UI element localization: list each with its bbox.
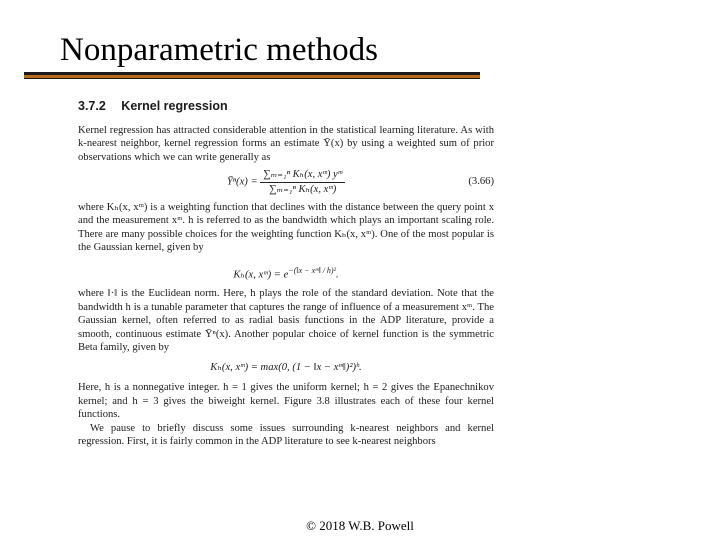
paragraph-bandwidth: where ‖·‖ is the Euclidean norm. Here, h plays the role of the standard deviation. Note that the bandwidth h is a tunable parameter that captures the range of influence of a measurement xᵐ. The Gaussian kernel, often referred to as radial basis functions in the ADP literature, provide a smooth, continuous estimate Ȳⁿ(x). Another popular choice of kernel function is the symmetric Beta family, given by [78,287,494,354]
equation-3-66 [78,168,494,196]
paragraph-intro: Kernel regression has attracted considerable attention in the statistical learning literature. As with k-nearest neighbor, kernel regression forms an estimate Ȳ(x) by using a weighted sum of prior observations which we can write generally as [78,124,494,163]
paragraph-weighting: where Kₕ(x, xᵐ) is a weighting function that declines with the distance between the query point x and the measurement xᵐ. h is referred to as the bandwidth which plays an important scaling role. There are many possible choices for the weighting function Kₕ(x, xᵐ). One of the most popular is the Gaussian kernel, given by [78,201,494,254]
section-number: 3.7.2 [78,100,106,113]
gaussian-exponent: −(‖x − xᵐ‖ / h)² [288,265,336,275]
equation-fraction [260,168,345,196]
gaussian-lhs: Kₕ(x, xᵐ) = e [233,269,289,281]
equation-numerator: ∑ₘ₌₁ⁿ Kₕ(x, xᵐ) yᵐ [260,168,345,183]
equation-beta-kernel: Kₕ(x, xᵐ) = max(0, (1 − ‖x − xᵐ‖)²)ʰ. [210,361,362,373]
copyright-footer: © 2018 W.B. Powell [306,518,414,533]
gaussian-period: . [336,269,339,281]
equation-lhs: Ȳⁿ(x) = [226,176,258,188]
equation-number: (3.66) [468,176,494,188]
equation-gaussian-kernel [78,259,494,283]
slide-title: Nonparametric methods [60,32,378,68]
section-heading [78,100,494,114]
equation-denominator: ∑ₘ₌₁ⁿ Kₕ(x, xᵐ) [269,183,337,195]
paragraph-discussion: We pause to briefly discuss some issues surrounding k-nearest neighbors and kernel regression. First, it is fairly common in the ADP literature to see k-nearest neighbors [78,422,494,448]
section-title: Kernel regression [121,100,228,113]
paragraph-kernels: Here, h is a nonnegative integer. h = 1 gives the uniform kernel; h = 2 gives the Epanechnikov kernel; and h = 3 gives the biweight kernel. Figure 3.8 illustrates each of these four kernel functions. [78,381,494,421]
title-underline [24,72,480,79]
book-page-excerpt [78,100,494,488]
